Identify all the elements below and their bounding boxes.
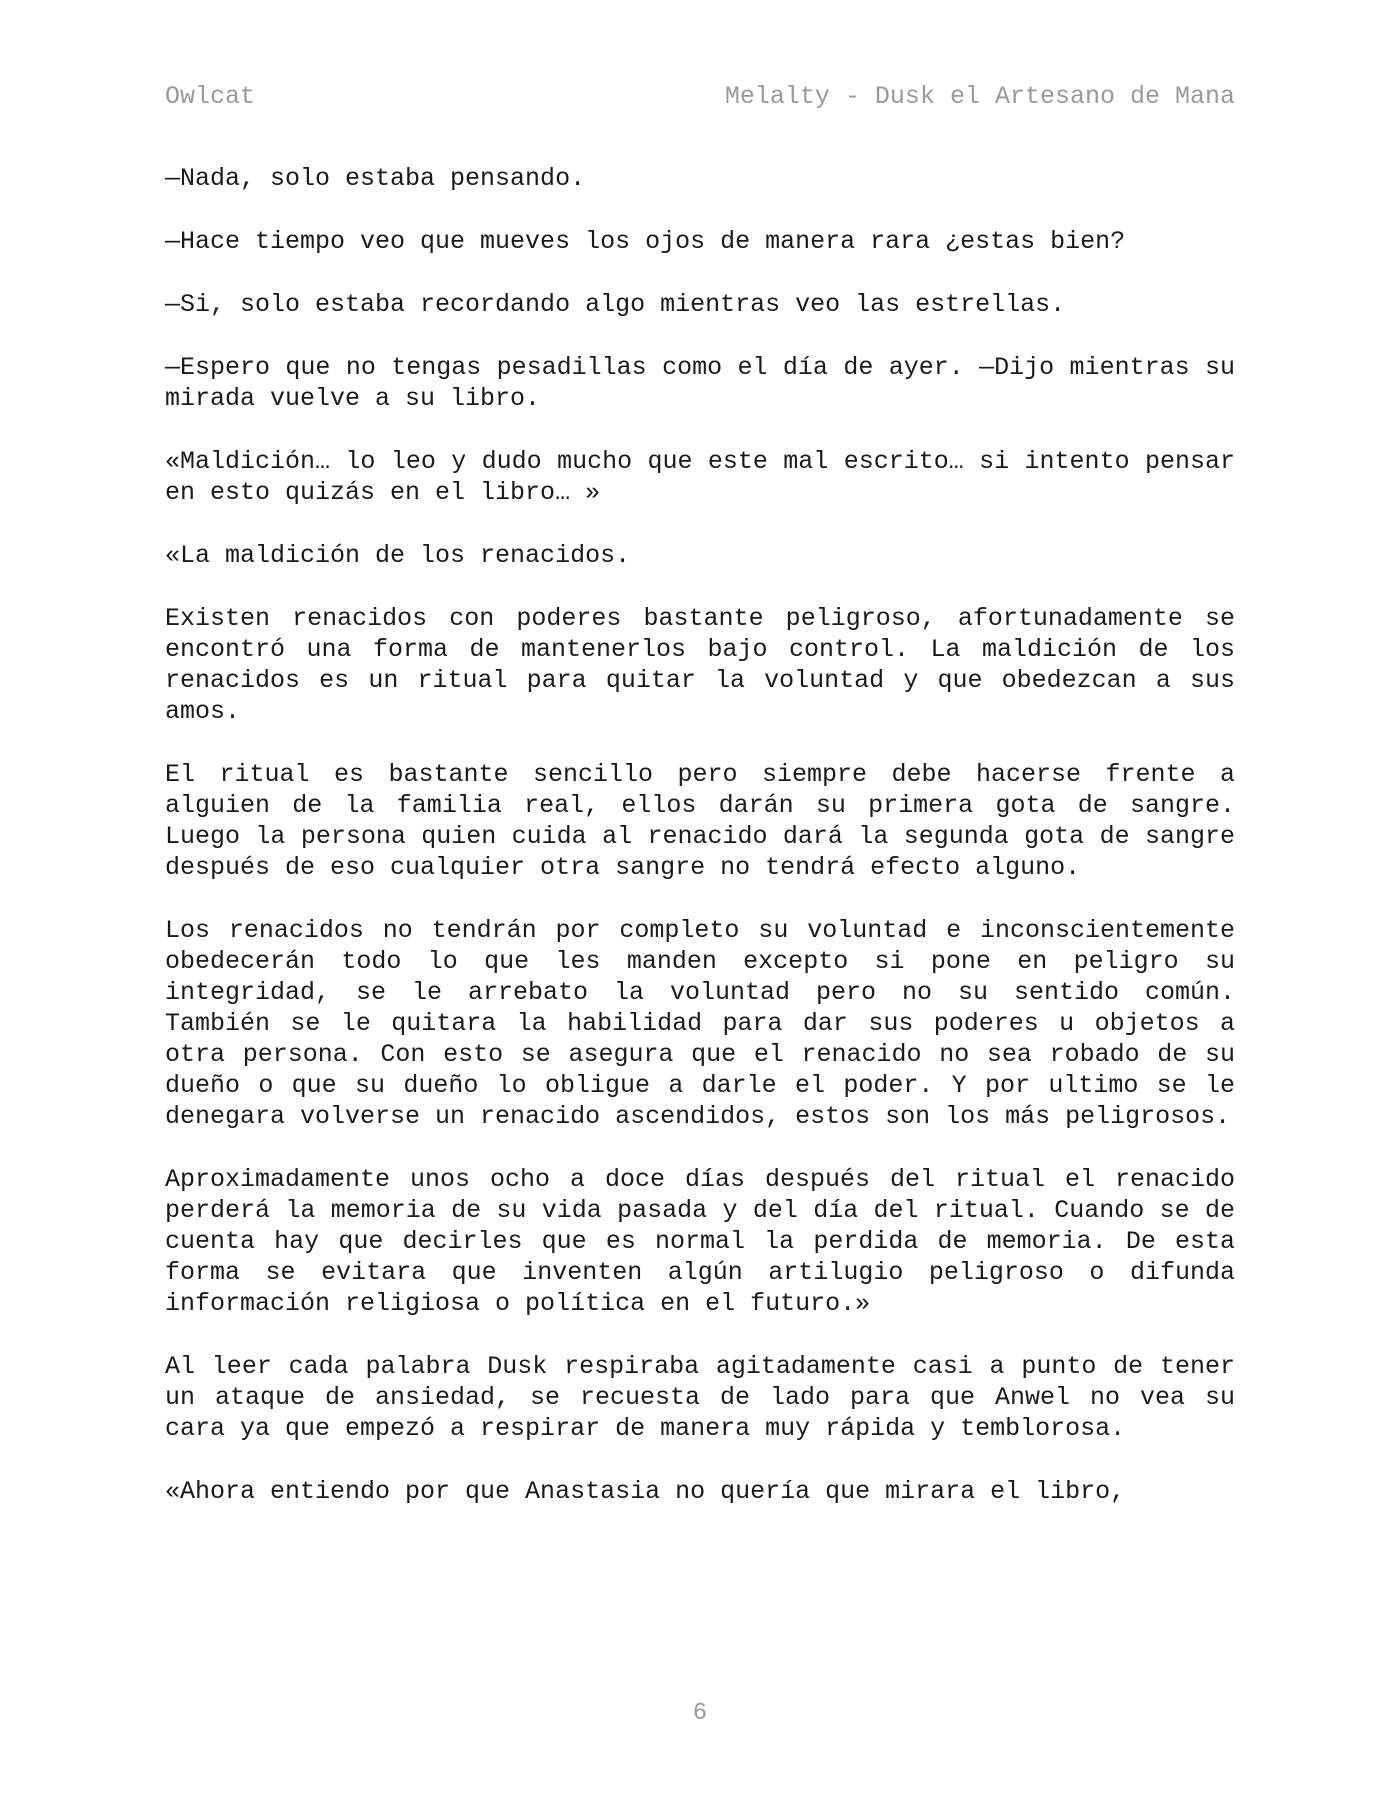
paragraph: Aproximadamente unos ocho a doce días después del ritual el renacido perderá la memoria de su vida pasada y del día del ritual. Cuando se de cuenta hay que decirles que es normal la perdida de memoria. De esta forma se evitara que inventen algún artilugio peligroso o difunda información religiosa o política en el futuro.» <box>165 1165 1235 1318</box>
paragraph: El ritual es bastante sencillo pero siempre debe hacerse frente a alguien de la familia real, ellos darán su primera gota de sangre. Luego la persona quien cuida al renacido dará la segunda gota de sangre después de eso cualquier otra sangre no tendrá efecto alguno. <box>165 760 1235 882</box>
paragraph: «Ahora entiendo por que Anastasia no quería que mirara el libro, <box>165 1477 1126 1506</box>
paragraph: Al leer cada palabra Dusk respiraba agitadamente casi a punto de tener un ataque de ansiedad, se recuesta de lado para que Anwel no vea su cara ya que empezó a respirar de manera muy rápida y temblorosa. <box>165 1352 1235 1443</box>
page-number: 6 <box>692 1700 708 1727</box>
paragraph: Existen renacidos con poderes bastante peligroso, afortunadamente se encontró una forma de mantenerlos bajo control. La maldición de los renacidos es un ritual para quitar la voluntad y que obedezcan a sus amos. <box>165 604 1235 726</box>
body-text <box>165 163 1235 1507</box>
paragraph: Los renacidos no tendrán por completo su voluntad e inconscientemente obedecerán todo lo que les manden excepto si pone en peligro su integridad, se le arrebato la voluntad pero no su sentido común. También se le quitara la habilidad para dar sus poderes u objetos a otra persona. Con esto se asegura que el renacido no sea robado de su dueño o que su dueño lo obligue a darle el poder. Y por ultimo se le denegara volverse un renacido ascendidos, estos son los más peligrosos. <box>165 916 1235 1131</box>
paragraph: «Maldición… lo leo y dudo mucho que este mal escrito… si intento pensar en esto quizás en el libro… » <box>165 447 1235 507</box>
header-author: Owlcat <box>165 82 256 111</box>
paragraph: —Espero que no tengas pesadillas como el día de ayer. —Dijo mientras su mirada vuelve a su libro. <box>165 353 1235 413</box>
running-header <box>165 80 1235 114</box>
paragraph: —Si, solo estaba recordando algo mientras veo las estrellas. <box>165 290 1066 319</box>
header-title: Melalty - Dusk el Artesano de Mana <box>724 82 1235 111</box>
paragraph: —Nada, solo estaba pensando. <box>165 164 586 193</box>
paragraph: «La maldición de los renacidos. <box>165 541 631 570</box>
paragraph: —Hace tiempo veo que mueves los ojos de manera rara ¿estas bien? <box>165 227 1126 256</box>
